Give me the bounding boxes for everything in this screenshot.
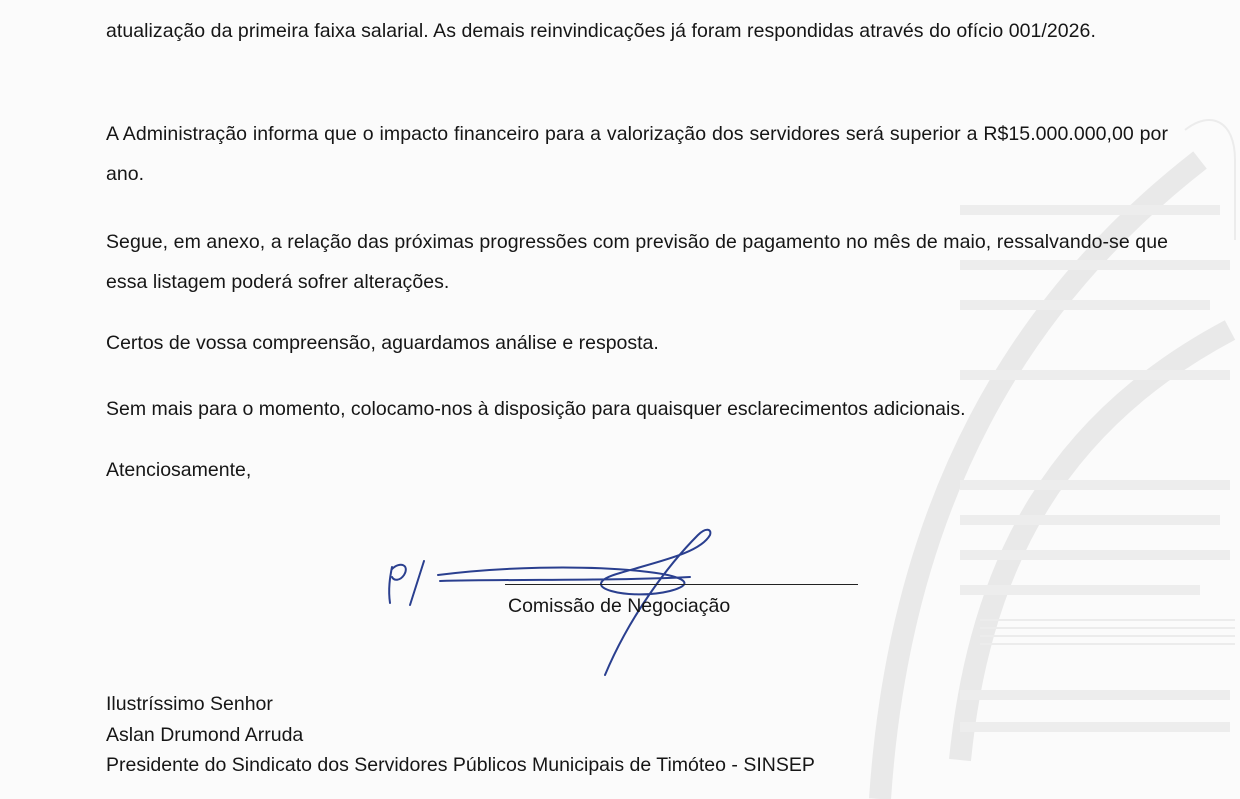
- paragraph-closing-remarks: Sem mais para o momento, colocamo-nos à disposição para quaisquer esclarecimentos adicionais.: [106, 398, 966, 420]
- recipient-name: Aslan Drumond Arruda: [106, 724, 304, 746]
- recipient-salutation: Ilustríssimo Senhor: [106, 693, 273, 715]
- paragraph-salary-range: atualização da primeira faixa salarial. As demais reinvindicações já foram respondidas através do ofício 001/2026.: [106, 20, 1096, 42]
- paragraph-progressions-annex: Segue, em anexo, a relação das próximas progressões com previsão de pagamento no mês de maio, ressalvando-se que essa listagem poderá sofrer alterações.: [106, 231, 1168, 293]
- recipient-title: Presidente do Sindicato dos Servidores Públicos Municipais de Timóteo - SINSEP: [106, 754, 815, 776]
- paragraph-awaiting-response: Certos de vossa compreensão, aguardamos análise e resposta.: [106, 332, 659, 354]
- closing-salutation: Atenciosamente,: [106, 459, 252, 481]
- paragraph-financial-impact: A Administração informa que o impacto financeiro para a valorização dos servidores será superior a R$15.000.000,00 por ano.: [106, 123, 1168, 185]
- signature-caption: Comissão de Negociação: [508, 595, 731, 617]
- signature-line: [505, 584, 858, 585]
